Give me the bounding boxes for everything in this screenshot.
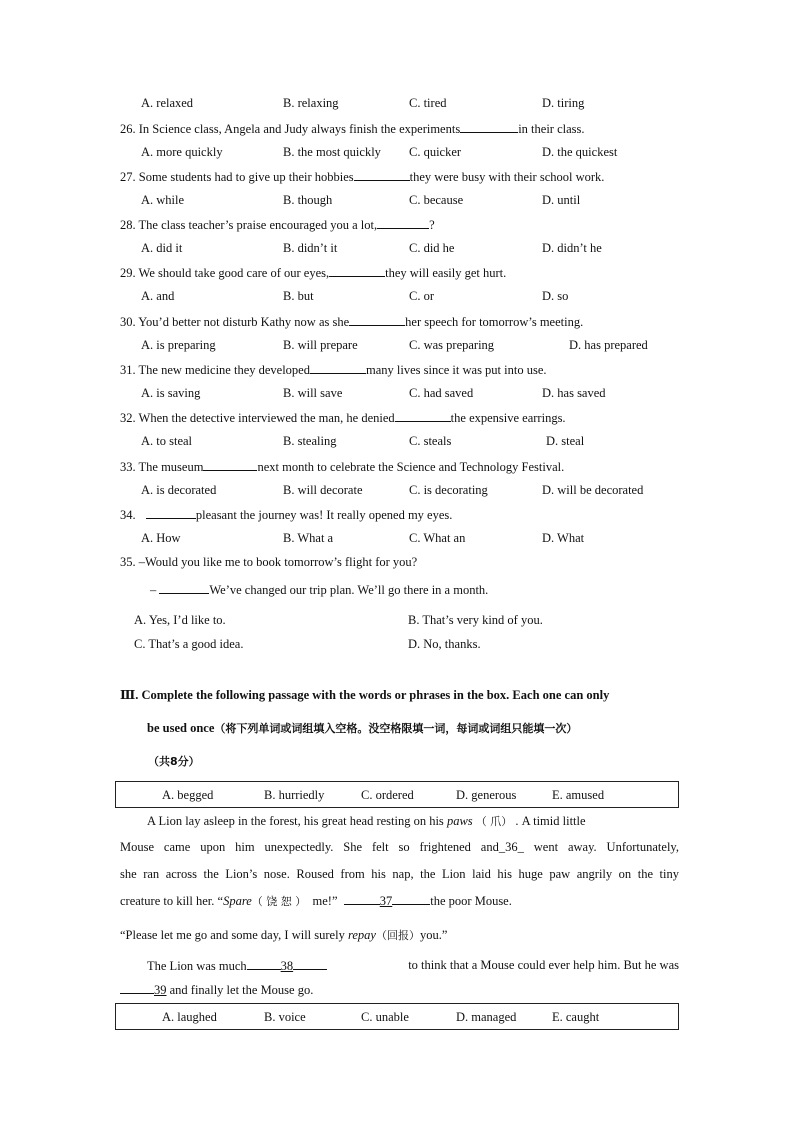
q26-options: [0, 144, 794, 160]
q34-options: [0, 530, 794, 546]
option-b: B. will save: [283, 386, 343, 400]
option-b: B. What a: [283, 531, 334, 545]
option-d: D. has saved: [542, 386, 606, 400]
box-word: D. generous: [456, 788, 517, 802]
stem-text: they will easily get hurt.: [385, 266, 507, 280]
q29-options: [0, 288, 794, 304]
answer-blank: [377, 216, 429, 229]
box-word: C. unable: [361, 1010, 409, 1024]
option-b: B. relaxing: [283, 96, 339, 110]
stem-text: her speech for tomorrow’s meeting.: [405, 315, 584, 329]
option-b: B. will prepare: [283, 338, 358, 352]
stem-text: many lives since it was put into use.: [365, 363, 547, 377]
q25-options: [0, 95, 794, 111]
option-a: A. How: [141, 531, 181, 545]
option-a: A. is decorated: [141, 483, 217, 497]
passage-line-4: [120, 892, 679, 910]
stem-text: they were busy with their school work.: [409, 170, 605, 184]
answer-blank: [395, 409, 451, 422]
stem-text: 28. The class teacher’s praise encouraged you a lot,: [120, 218, 378, 232]
blank-number: 38: [280, 959, 294, 973]
option-b: B. the most quickly: [283, 145, 381, 159]
option-c: C. or: [409, 289, 434, 303]
answer-blank: [203, 458, 257, 471]
option-d: D. until: [542, 193, 581, 207]
option-b: B. didn’t it: [283, 241, 338, 255]
answer-blank: [159, 581, 209, 594]
answer-blank: [120, 981, 154, 994]
passage-line-6: [147, 957, 679, 974]
gloss-cn: （ 饶 恕 ）: [251, 895, 307, 908]
stem-text: 29. We should take good care of our eyes,: [120, 266, 330, 280]
box-word: B. voice: [264, 1010, 306, 1024]
box-word: B. hurriedly: [264, 788, 325, 802]
blank-number: 37: [379, 894, 393, 908]
question-29: [120, 264, 506, 281]
box-word: A. laughed: [162, 1010, 217, 1024]
passage-text: the poor Mouse.: [430, 894, 512, 908]
glossed-word: Spare: [223, 894, 252, 908]
passage-line-7: [120, 981, 679, 998]
option-c: C. was preparing: [409, 338, 495, 352]
answer-blank: [460, 120, 518, 133]
q35-options-row1: [0, 612, 794, 628]
q31-options: [0, 385, 794, 401]
box-word: A. begged: [162, 788, 214, 802]
option-a: A. more quickly: [141, 145, 223, 159]
glossed-word: paws: [446, 814, 473, 828]
option-d: D. What: [542, 531, 585, 545]
passage-text: creature to kill her. “: [120, 894, 224, 908]
section-3-heading: Ⅲ. Complete the following passage with the words or phrases in the box. Each one can only: [120, 688, 610, 702]
q35-reply: [150, 581, 488, 598]
stem-text: 32. When the detective interviewed the man, he denied: [120, 411, 395, 425]
answer-blank: [146, 506, 196, 519]
stem-text: 27. Some students had to give up their hobbies: [120, 170, 354, 184]
section-3-instruction: [147, 720, 577, 737]
q32-options: [0, 433, 794, 449]
passage-text: me!”: [306, 894, 344, 908]
question-27: [120, 168, 604, 185]
answer-blank: [344, 892, 380, 905]
question-33: [120, 458, 564, 475]
q28-options: [0, 240, 794, 256]
reply-text: We’ve changed our trip plan. We’ll go there in a month.: [209, 583, 489, 597]
option-d: D. steal: [546, 434, 585, 448]
question-28: [120, 216, 435, 233]
option-b: B. That’s very kind of you.: [408, 613, 543, 627]
option-d: D. didn’t he: [542, 241, 602, 255]
answer-blank: [392, 892, 430, 905]
option-c: C. because: [409, 193, 464, 207]
q33-options: [0, 482, 794, 498]
stem-text: pleasant the journey was! It really opened my eyes.: [195, 508, 453, 522]
passage-text: and finally let the Mouse go.: [166, 983, 314, 997]
box-word: E. caught: [552, 1010, 600, 1024]
option-d: D. so: [542, 289, 569, 303]
dash: –: [150, 583, 160, 597]
stem-text: 31. The new medicine they developed: [120, 363, 310, 377]
passage-segment: [147, 957, 327, 974]
box-word: D. managed: [456, 1010, 517, 1024]
option-d: D. No, thanks.: [408, 637, 481, 651]
option-a: A. to steal: [141, 434, 193, 448]
question-35: [120, 554, 417, 570]
instruction-en: be used once: [147, 721, 215, 735]
passage-line-2: Mouse came upon him unexpectedly. She felt so frightened and_36_ went away. Unfortunately,: [120, 840, 679, 854]
instruction-cn: （将下列单词或词组填入空格。没空格限填一词，每词或词组只能填一次）: [214, 722, 578, 735]
option-c: C. quicker: [409, 145, 462, 159]
answer-blank: [354, 168, 410, 181]
option-a: A. did it: [141, 241, 183, 255]
answer-blank: [310, 361, 366, 374]
stem-text: 33. The museum: [120, 460, 204, 474]
question-34: [120, 506, 452, 523]
option-c: C. tired: [409, 96, 447, 110]
stem-text: the expensive earrings.: [450, 411, 566, 425]
passage-line-5: [120, 927, 679, 944]
stem-text: ?: [429, 218, 435, 232]
answer-blank: [247, 957, 281, 970]
answer-blank: [329, 264, 385, 277]
option-d: D. has prepared: [569, 338, 648, 352]
option-a: A. while: [141, 193, 185, 207]
option-d: D. the quickest: [542, 145, 618, 159]
gloss-cn: （回报）: [375, 929, 420, 942]
blank-number: 39: [154, 983, 167, 997]
q27-options: [0, 192, 794, 208]
passage-line-3: she ran across the Lion’s nose. Roused from his nap, the Lion laid his huge paw angrily on the tiny: [120, 867, 679, 881]
stem-text: in their class.: [518, 122, 585, 136]
q35-options-row2: [0, 636, 794, 652]
gloss-cn: （ 爪）: [475, 815, 513, 828]
option-d: D. will be decorated: [542, 483, 644, 497]
glossed-word: repay: [347, 928, 376, 942]
question-26: [120, 120, 585, 137]
stem-text: 35. –Would you like me to book tomorrow’s flight for you?: [120, 555, 418, 569]
passage-text: . A timid little: [515, 814, 586, 828]
stem-text: 34.: [120, 508, 142, 522]
option-c: C. That’s a good idea.: [134, 637, 244, 651]
option-b: B. though: [283, 193, 333, 207]
passage-text: “Please let me go and some day, I will surely: [120, 928, 348, 942]
option-d: D. tiring: [542, 96, 585, 110]
q30-options: [0, 337, 794, 353]
box-word: C. ordered: [361, 788, 414, 802]
answer-blank: [293, 957, 327, 970]
box-word: E. amused: [552, 788, 605, 802]
passage-text: to think that a Mouse could ever help him. But he was: [408, 958, 679, 972]
option-a: A. relaxed: [141, 96, 194, 110]
passage-text: A Lion lay asleep in the forest, his great head resting on his: [147, 814, 444, 828]
option-c: C. steals: [409, 434, 452, 448]
word-box-2: [115, 1003, 679, 1030]
passage-line-1: [147, 813, 679, 830]
question-32: [120, 409, 566, 426]
stem-text: next month to celebrate the Science and Technology Festival.: [257, 460, 565, 474]
option-a: A. and: [141, 289, 175, 303]
option-c: C. had saved: [409, 386, 474, 400]
option-c: C. is decorating: [409, 483, 488, 497]
option-a: A. is saving: [141, 386, 201, 400]
answer-blank: [349, 313, 405, 326]
option-b: B. stealing: [283, 434, 337, 448]
passage-text: The Lion was much: [147, 959, 247, 973]
question-31: [120, 361, 547, 378]
word-box-1: [115, 781, 679, 808]
stem-text: 30. You’d better not disturb Kathy now as she: [120, 315, 350, 329]
stem-text: 26. In Science class, Angela and Judy always finish the experiments: [120, 122, 461, 136]
section-3-score: （共8分）: [148, 755, 200, 768]
passage-text: you.”: [419, 928, 448, 942]
option-b: B. will decorate: [283, 483, 363, 497]
question-30: [120, 313, 583, 330]
option-c: C. What an: [409, 531, 466, 545]
option-b: B. but: [283, 289, 314, 303]
option-a: A. is preparing: [141, 338, 216, 352]
option-c: C. did he: [409, 241, 455, 255]
option-a: A. Yes, I’d like to.: [134, 613, 226, 627]
